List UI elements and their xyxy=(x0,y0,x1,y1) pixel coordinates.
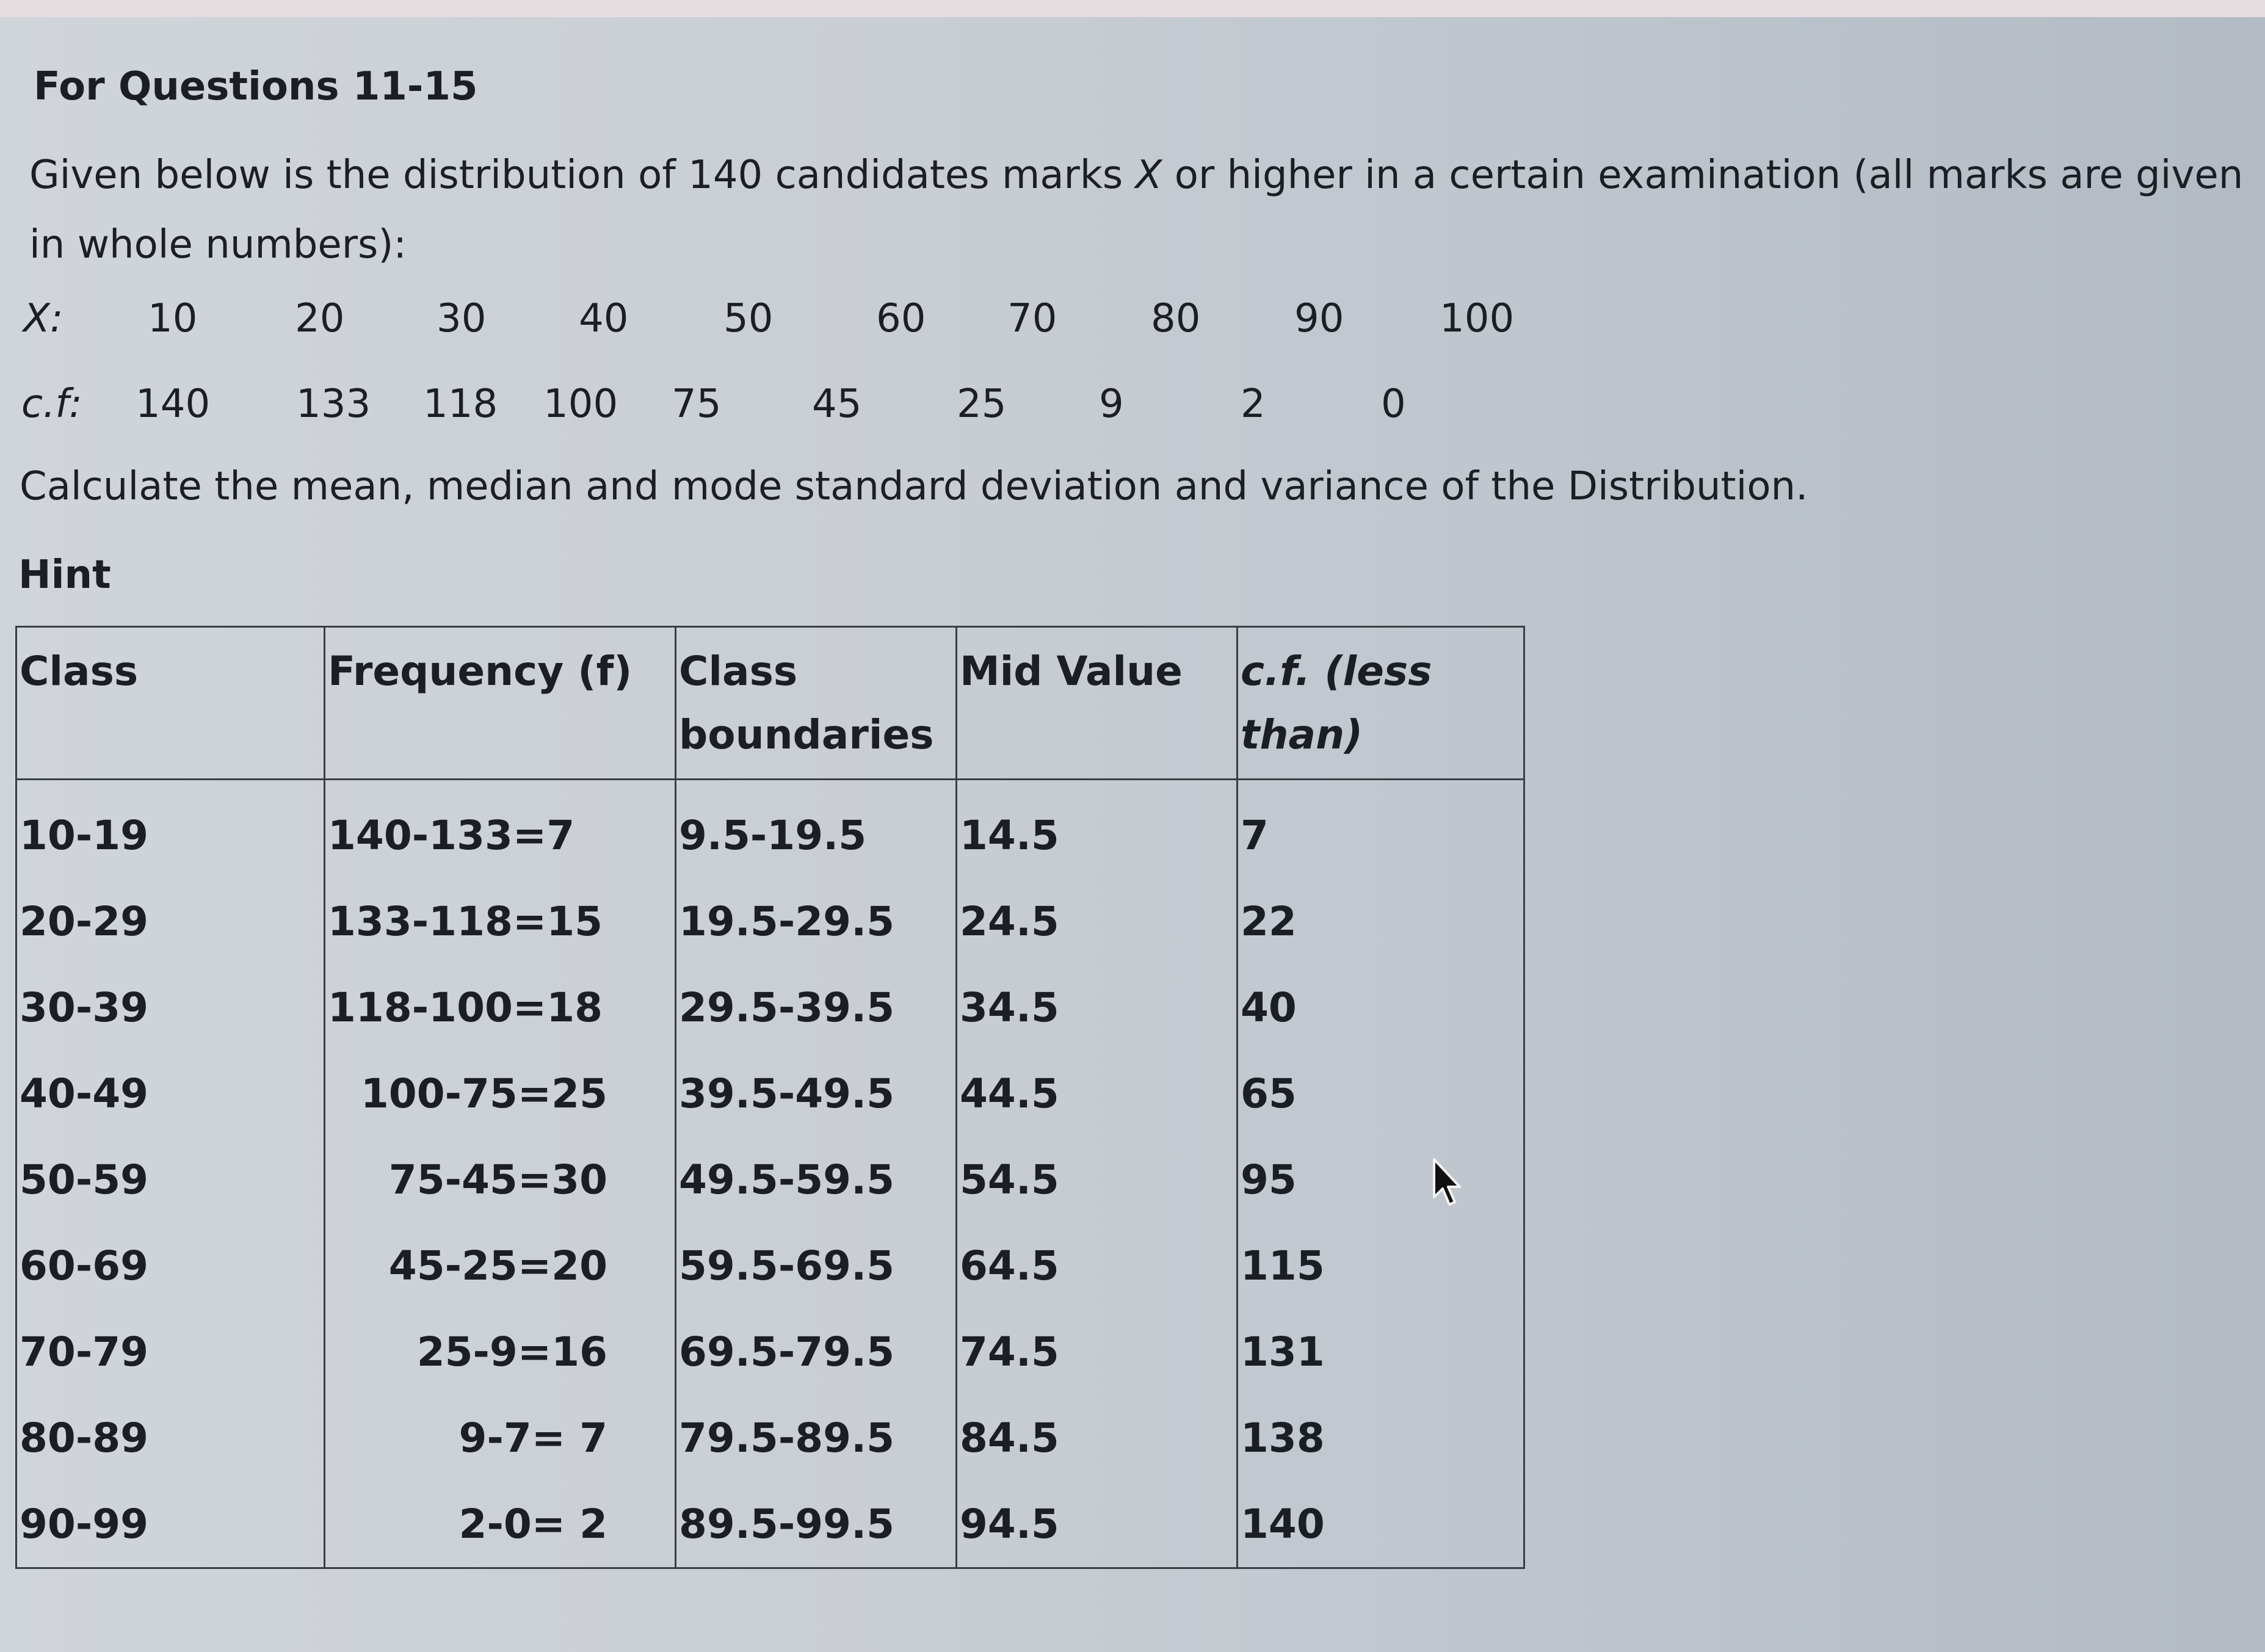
frequency-cell: 140-133=7 xyxy=(325,780,676,879)
mouse-pointer-icon xyxy=(1432,1157,1468,1212)
table-row xyxy=(16,1223,1524,1309)
cf-label: c.f: xyxy=(21,382,82,427)
mid-value-cell: 14.5 xyxy=(957,780,1238,879)
cf-cell: 65 xyxy=(1238,1051,1524,1137)
cf-values-row xyxy=(0,382,1587,443)
class-boundaries-cell: 29.5-39.5 xyxy=(676,965,957,1051)
mid-value-cell: 64.5 xyxy=(957,1223,1238,1309)
class-cell: 60-69 xyxy=(16,1223,325,1309)
frequency-cell: 133-118=15 xyxy=(325,879,676,965)
mid-value-cell: 84.5 xyxy=(957,1395,1238,1481)
cf-cell: 131 xyxy=(1238,1309,1524,1395)
x-label: X: xyxy=(23,296,63,341)
cf-value: 45 xyxy=(812,382,862,427)
table-row xyxy=(16,879,1524,965)
top-bar xyxy=(0,0,2265,17)
class-cell: 50-59 xyxy=(16,1137,325,1223)
table-body xyxy=(16,780,1524,1568)
class-boundaries-cell: 19.5-29.5 xyxy=(676,879,957,965)
column-header-frequency: Frequency (f) xyxy=(325,627,676,780)
class-cell: 20-29 xyxy=(16,879,325,965)
cf-value: 75 xyxy=(672,382,722,427)
cf-value: 133 xyxy=(296,382,371,427)
questions-heading: For Questions 11-15 xyxy=(34,64,478,109)
table-row xyxy=(16,1481,1524,1568)
table-header-row xyxy=(16,627,1524,780)
frequency-cell: 75-45=30 xyxy=(325,1137,676,1223)
class-boundaries-cell: 59.5-69.5 xyxy=(676,1223,957,1309)
cf-cell: 22 xyxy=(1238,879,1524,965)
x-value: 30 xyxy=(437,296,487,341)
cf-value: 0 xyxy=(1381,382,1406,427)
class-cell: 80-89 xyxy=(16,1395,325,1481)
cf-value: 140 xyxy=(136,382,211,427)
x-value: 60 xyxy=(876,296,926,341)
table-row xyxy=(16,780,1524,879)
cf-value: 25 xyxy=(957,382,1007,427)
mid-value-cell: 74.5 xyxy=(957,1309,1238,1395)
frequency-cell: 100-75=25 xyxy=(325,1051,676,1137)
frequency-cell: 118-100=18 xyxy=(325,965,676,1051)
mid-value-cell: 34.5 xyxy=(957,965,1238,1051)
cf-cell: 140 xyxy=(1238,1481,1524,1568)
column-header-mid-value: Mid Value xyxy=(957,627,1238,780)
frequency-cell: 25-9=16 xyxy=(325,1309,676,1395)
class-boundaries-cell: 89.5-99.5 xyxy=(676,1481,957,1568)
frequency-cell: 45-25=20 xyxy=(325,1223,676,1309)
cf-value: 100 xyxy=(543,382,618,427)
cf-cell: 7 xyxy=(1238,780,1524,879)
cf-value: 118 xyxy=(423,382,498,427)
class-cell: 90-99 xyxy=(16,1481,325,1568)
frequency-cell: 2-0= 2 xyxy=(325,1481,676,1568)
cf-value: 2 xyxy=(1241,382,1266,427)
table-row xyxy=(16,1309,1524,1395)
class-boundaries-cell: 69.5-79.5 xyxy=(676,1309,957,1395)
intro-paragraph xyxy=(29,140,2252,280)
mid-value-cell: 54.5 xyxy=(957,1137,1238,1223)
cf-cell: 95 xyxy=(1238,1137,1524,1223)
class-boundaries-cell: 49.5-59.5 xyxy=(676,1137,957,1223)
class-cell: 30-39 xyxy=(16,965,325,1051)
table-row xyxy=(16,1395,1524,1481)
class-cell: 40-49 xyxy=(16,1051,325,1137)
cf-cell: 40 xyxy=(1238,965,1524,1051)
intro-text-after: or higher in a certain examination (all marks are given in whole numbers): xyxy=(29,153,2244,267)
cf-cell: 115 xyxy=(1238,1223,1524,1309)
class-cell: 70-79 xyxy=(16,1309,325,1395)
x-values-row xyxy=(0,296,1587,357)
intro-text-before: Given below is the distribution of 140 candidates marks xyxy=(29,153,1136,198)
cf-value: 9 xyxy=(1099,382,1124,427)
table-row xyxy=(16,1137,1524,1223)
mid-value-cell: 94.5 xyxy=(957,1481,1238,1568)
x-value: 50 xyxy=(723,296,774,341)
table-row xyxy=(16,965,1524,1051)
table-row xyxy=(16,1051,1524,1137)
instruction-text: Calculate the mean, median and mode standard deviation and variance of the Distribution. xyxy=(20,464,1808,509)
x-value: 70 xyxy=(1007,296,1057,341)
column-header-cf-less-than: c.f. (less than) xyxy=(1238,627,1524,780)
class-boundaries-cell: 79.5-89.5 xyxy=(676,1395,957,1481)
x-value: 20 xyxy=(295,296,345,341)
x-value: 90 xyxy=(1294,296,1344,341)
hint-table xyxy=(15,626,1525,1569)
cf-cell: 138 xyxy=(1238,1395,1524,1481)
class-boundaries-cell: 39.5-49.5 xyxy=(676,1051,957,1137)
column-header-class: Class xyxy=(16,627,325,780)
class-cell: 10-19 xyxy=(16,780,325,879)
x-value: 100 xyxy=(1440,296,1515,341)
x-value: 40 xyxy=(579,296,629,341)
hint-label: Hint xyxy=(18,552,111,598)
column-header-class-boundaries: Class boundaries xyxy=(676,627,957,780)
mid-value-cell: 24.5 xyxy=(957,879,1238,965)
frequency-cell: 9-7= 7 xyxy=(325,1395,676,1481)
x-value: 10 xyxy=(148,296,198,341)
class-boundaries-cell: 9.5-19.5 xyxy=(676,780,957,879)
x-value: 80 xyxy=(1151,296,1201,341)
intro-variable: X xyxy=(1135,153,1162,198)
mid-value-cell: 44.5 xyxy=(957,1051,1238,1137)
